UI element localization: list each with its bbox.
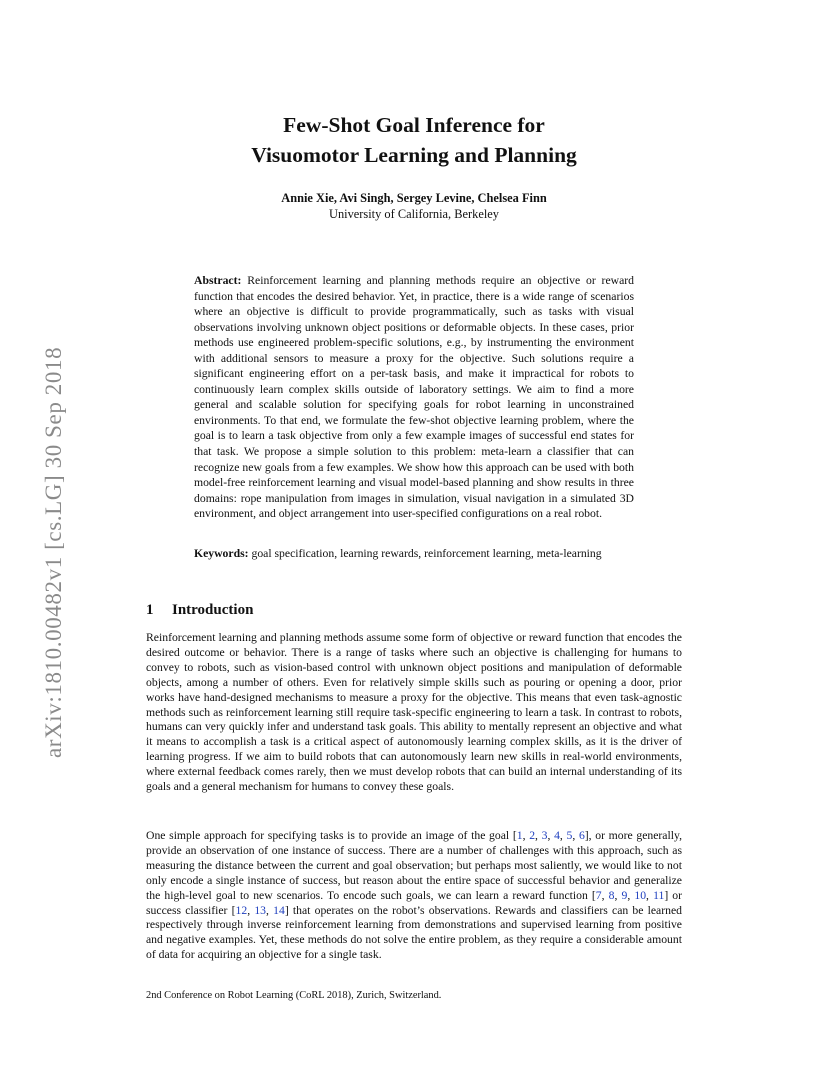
title-line-2: Visuomotor Learning and Planning	[251, 143, 577, 167]
citation-link[interactable]: 7	[595, 888, 602, 902]
paragraph: Reinforcement learning and planning methods assume some form of objective or reward function that encodes the desired outcome or behavior. There is a range of tasks where such an objective is challenging for humans to convey to robots, such as vision-based control with unknown object positions and manipulation of deformable objects, among a number of others. Even for relatively simple skills such as pouring or opening a door, prior works have hand-designed mechanisms to measure a proxy for the objective. This means that even task-agnostic methods such as reinforcement learning still require task-specific engineering to learn a task. In contrast to robots, humans can very quickly infer and understand task goals. This ability to mentally represent an objective and what it means to accomplish a task is a critical aspect of autonomously learning complex skills, as it is the driver of learning progress. If we aim to build robots that can autonomously learn new skills in real-world environments, where external feedback comes rarely, then we must develop robots that can build an internal understanding of its goals and a general mechanism for humans to convey these goals.	[146, 631, 682, 794]
section-number: 1	[146, 602, 154, 618]
paragraph-text: ], or more generally, provide an observation of one instance of success. There are a number of challenges with this approach, such as measuring the distance between the current and goal observation; but perhaps most saliently, we would like to not only encode a single instance of success, but reason about the entire space of successful behavior and generalize the high-level goal to new scenarios. To encode such goals, we can learn a reward function [	[146, 829, 682, 902]
section-title: Introduction	[172, 602, 254, 618]
citation-link[interactable]: 1	[516, 829, 523, 842]
abstract-label: Abstract:	[194, 274, 242, 287]
citation-link[interactable]: 10	[634, 888, 647, 902]
paragraph-text: One simple approach for specifying tasks is to provide an image of the goal [	[146, 829, 517, 842]
author-block	[0, 190, 828, 222]
citation-link[interactable]: 6	[578, 829, 585, 842]
citation-link[interactable]: 3	[541, 829, 548, 842]
citation-link[interactable]: 2	[529, 829, 536, 842]
keywords-label: Keywords:	[194, 547, 249, 560]
citation-link[interactable]: 8	[608, 888, 615, 902]
abstract-text: Reinforcement learning and planning methods require an objective or reward function that encodes the desired behavior. Yet, in practice, there is a wide range of scenarios where an objective is difficult to provide programmatically, such as tasks with visual observations involving unknown object positions or deformable objects. In these cases, prior methods use engineered problem-specific solutions, e.g., by instrumenting the environment with additional sensors to measure a proxy for the objective. Such solutions require a significant engineering effort on a per-task basis, and make it impractical for robots to continuously learn complex skills outside of laboratory settings. We aim to find a more general and scalable solution for specifying goals for robot learning in unconstrained environments. To that end, we formulate the few-shot objective learning problem, where the goal is to learn a task objective from only a few example images of successful end states for that task. We propose a simple solution to this problem: meta-learn a classifier that can recognize new goals from a few examples. We show how this approach can be used with both model-free reinforcement learning and visual model-based planning and show results in three domains: rope manipulation from images in simulation, visual navigation in a simulated 3D environment, and object arrangement into user-specified configurations on a real robot.	[194, 274, 635, 521]
citation-link[interactable]: 11	[653, 888, 665, 902]
citation-link[interactable]: 5	[566, 829, 573, 842]
paragraph: One simple approach for specifying tasks is to provide an image of the goal [1, 2, 3, 4, 5, 6], or more generally, provide an observation of one instance of success. There are a number of challenges with this approach, such as measuring the distance between the current and goal observation; but perhaps most saliently, we would like to not only encode a single instance of success, but reason about the entire space of successful behavior and generalize the high-level goal to new scenarios. To encode such goals, we can learn a reward function [7, 8, 9, 10, 11] or success classifier [12, 13, 14] that operates on the robot’s observations. Rewards and classifiers can be learned respectively through inverse reinforcement learning from demonstrations and supervised learning from positive and negative examples. Yet, these methods do not solve the entire problem, as they require a considerable amount of data for acquiring an objective for a single task.	[146, 829, 683, 962]
conference-footnote: 2nd Conference on Robot Learning (CoRL 2018), Zurich, Switzerland.	[146, 990, 442, 1001]
paper-title	[0, 110, 828, 170]
paragraph-text: ] or success classifier [	[146, 888, 683, 917]
abstract	[194, 273, 634, 522]
author-names: Annie Xie, Avi Singh, Sergey Levine, Chelsea Finn	[281, 191, 547, 205]
keywords	[194, 546, 634, 562]
citation-link[interactable]: 4	[554, 829, 560, 842]
citation-link[interactable]: 12	[235, 903, 248, 917]
citation-link[interactable]: 9	[621, 888, 628, 902]
affiliation: University of California, Berkeley	[329, 207, 499, 221]
section-heading	[146, 602, 253, 619]
paragraph-text: ] that operates on the robot’s observations. Rewards and classifiers can be learned respectively through inverse reinforcement learning from demonstrations and supervised learning from positive and negative examples. Yet, these methods do not solve the entire problem, as they require a considerable amount of data for acquiring an objective for a single task.	[146, 903, 683, 962]
title-line-1: Few-Shot Goal Inference for	[283, 113, 545, 137]
arxiv-identifier: arXiv:1810.00482v1 [cs.LG] 30 Sep 2018	[41, 346, 66, 758]
citation-link[interactable]: 13	[254, 903, 267, 917]
keywords-text: goal specification, learning rewards, reinforcement learning, meta-learning	[251, 547, 602, 560]
citation-link[interactable]: 14	[273, 903, 285, 917]
